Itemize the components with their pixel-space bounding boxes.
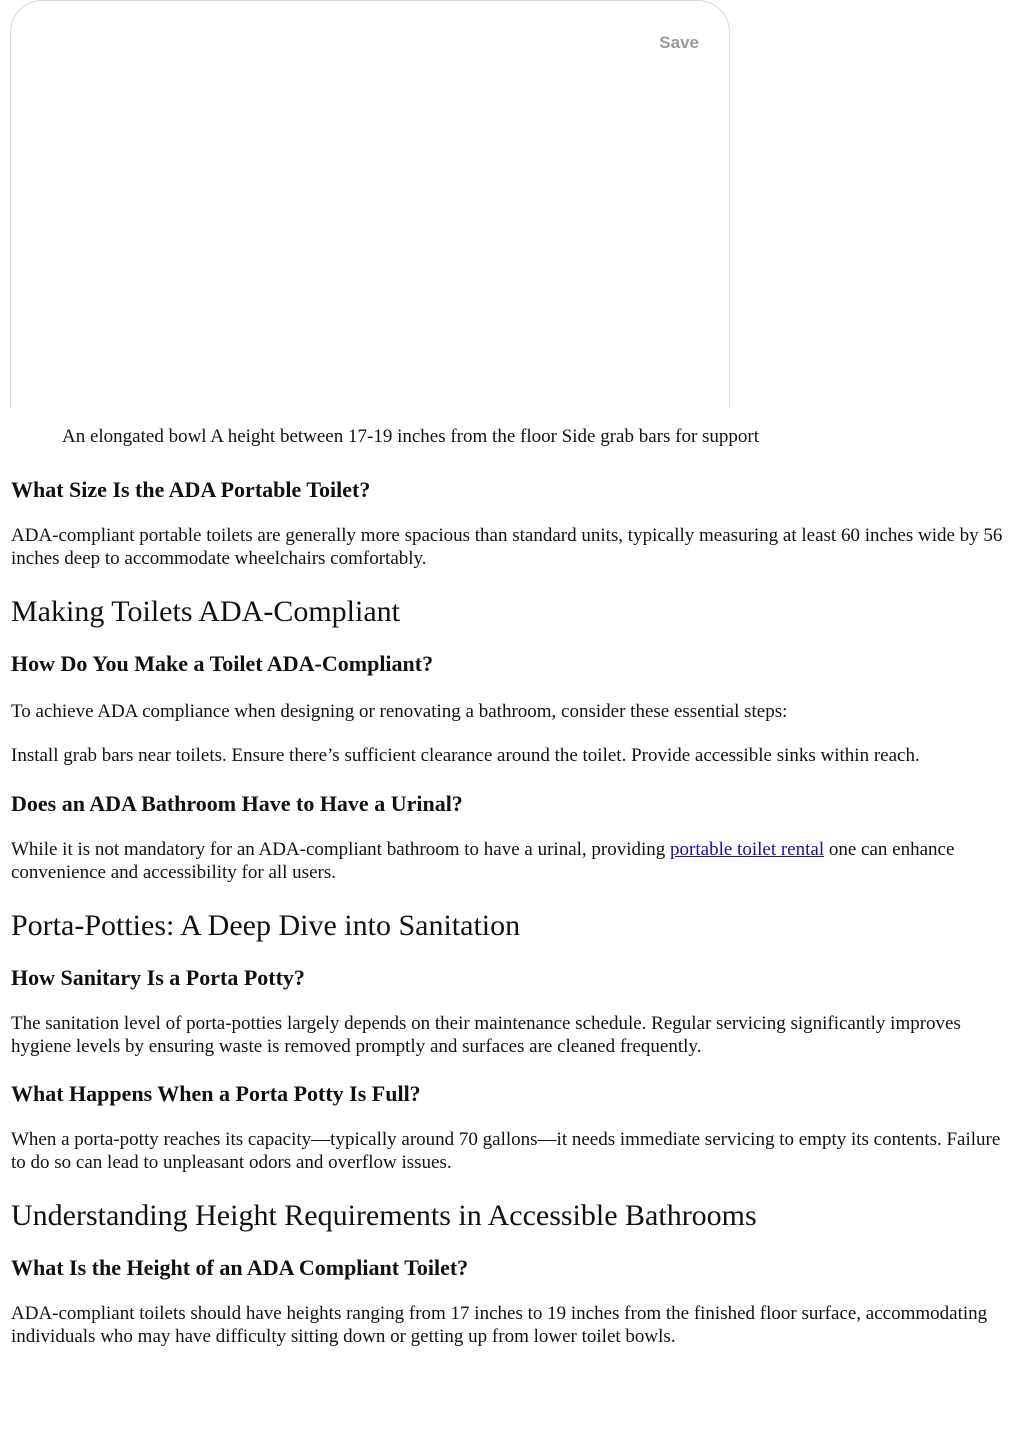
paragraph-urinal — [11, 838, 1011, 884]
paragraph-compliance-intro: To achieve ADA compliance when designing or renovating a bathroom, consider these essential steps: — [11, 701, 788, 722]
paragraph-sanitary: The sanitation level of porta-potties largely depends on their maintenance schedule. Regular servicing significantly improves hygiene levels by ensuring waste is removed promptly and surfaces are cleaned frequently. — [11, 1013, 961, 1057]
heading-height-requirements: Understanding Height Requirements in Accessible Bathrooms — [11, 1199, 757, 1232]
heading-ada-toilet-height: What Is the Height of an ADA Compliant Toilet? — [11, 1255, 469, 1280]
paragraph-compliance-steps: Install grab bars near toilets. Ensure there’s sufficient clearance around the toilet. Provide accessible sinks within reach. — [11, 745, 920, 766]
portable-toilet-rental-link[interactable]: portable toilet rental — [670, 839, 825, 860]
save-button[interactable]: Save — [659, 33, 699, 52]
image-caption: An elongated bowl A height between 17-19 inches from the floor Side grab bars for support — [62, 426, 760, 447]
urinal-text-before: While it is not mandatory for an ADA-compliant bathroom to have a urinal, providing — [11, 839, 671, 860]
heading-ada-portable-size: What Size Is the ADA Portable Toilet? — [11, 477, 371, 502]
urinal-text-after: one can enhance convenience and accessibility for all users. — [11, 839, 955, 883]
embedded-pin-card — [10, 0, 730, 408]
heading-porta-potty-full: What Happens When a Porta Potty Is Full? — [11, 1081, 421, 1106]
paragraph-porta-potty-full: When a porta-potty reaches its capacity—typically around 70 gallons—it needs immediate servicing to empty its contents. Failure to do so can lead to unpleasant odors and overflow issues. — [11, 1129, 1001, 1173]
heading-urinal-requirement: Does an ADA Bathroom Have to Have a Urinal? — [11, 791, 463, 816]
paragraph-ada-toilet-height: ADA-compliant toilets should have heights ranging from 17 inches to 19 inches from the finished floor surface, accommodating individuals who may have difficulty sitting down or getting up from lower toilet bowls. — [11, 1303, 988, 1347]
heading-making-toilets-compliant: Making Toilets ADA-Compliant — [11, 595, 401, 628]
heading-how-sanitary: How Sanitary Is a Porta Potty? — [11, 965, 305, 990]
article-content — [11, 424, 1011, 1348]
paragraph-portable-size: ADA-compliant portable toilets are generally more spacious than standard units, typically measuring at least 60 inches wide by 56 inches deep to accommodate wheelchairs comfortably. — [11, 525, 1003, 569]
heading-how-make-compliant: How Do You Make a Toilet ADA-Compliant? — [11, 651, 434, 676]
heading-porta-potties-sanitation: Porta-Potties: A Deep Dive into Sanitation — [11, 909, 521, 942]
